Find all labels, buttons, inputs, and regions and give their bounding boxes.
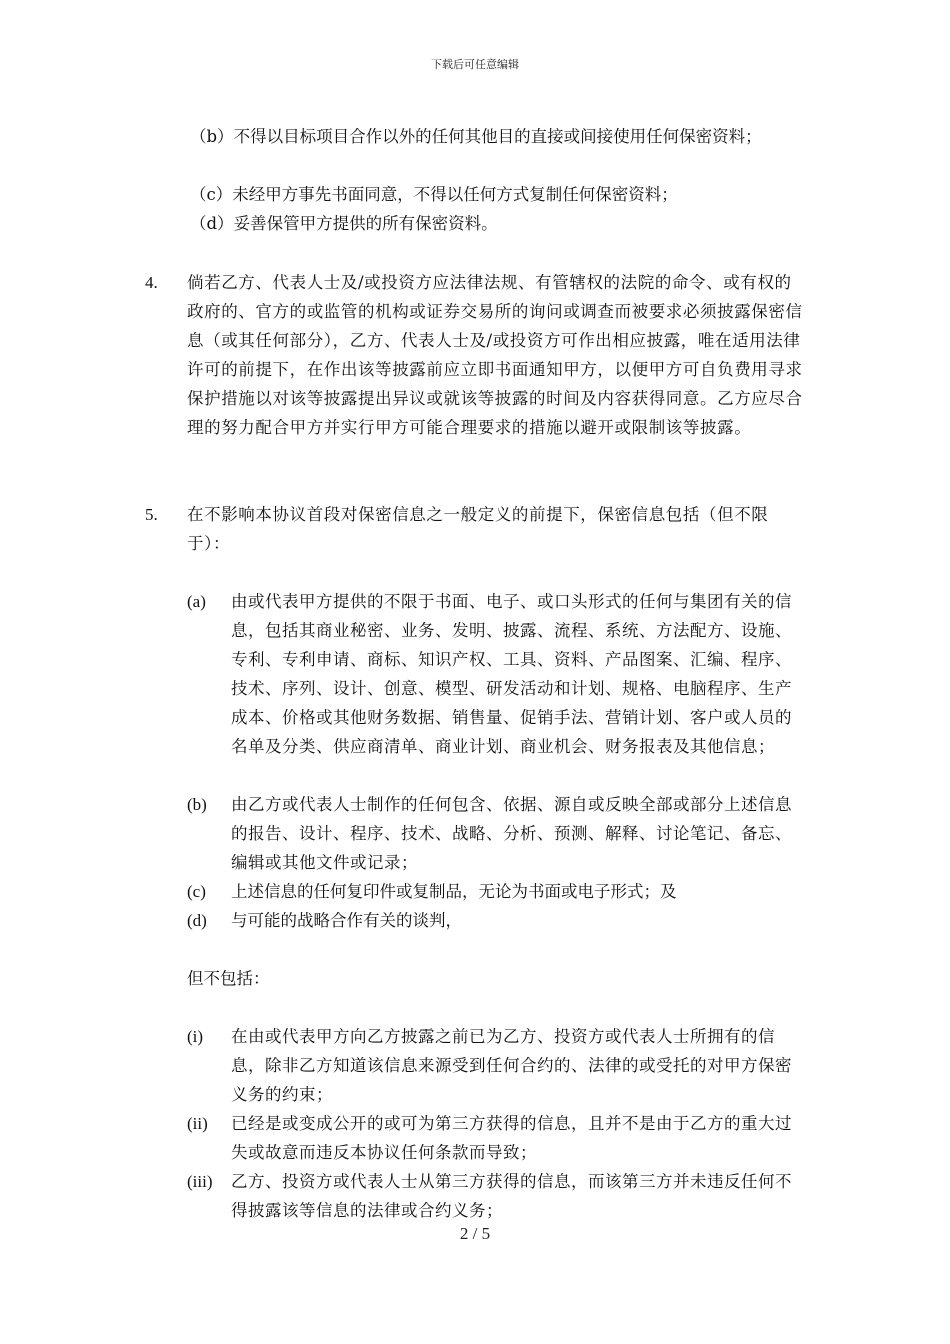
exclusion-item-i [187, 1022, 807, 1109]
item-text: 不得以目标项目合作以外的任何其他目的直接或间接使用任何保密资料； [233, 127, 762, 146]
item-label: （d） [190, 214, 234, 233]
item-label: (d) [187, 911, 207, 930]
info-item-d [187, 906, 807, 935]
item-text: 与可能的战略合作有关的谈判， [231, 911, 462, 930]
item-text: 由乙方或代表人士制作的任何包含、依据、源自或反映全部或部分上述信息的报告、设计、程序、技术、战略、分析、预测、解释、讨论笔记、备忘、编辑或其他文件或记录； [231, 795, 792, 872]
page-header: 下载后可任意编辑 [431, 58, 519, 71]
item-label: (b) [187, 795, 207, 814]
item-label: (ii) [187, 1114, 208, 1133]
info-item-c [187, 877, 807, 906]
page-number: 2 / 5 [459, 1224, 491, 1243]
list-item-c [190, 180, 808, 209]
clause-5-number: 5. [145, 505, 158, 524]
item-text: 未经甲方事先书面同意，不得以任何方式复制任何保密资料； [232, 185, 678, 204]
clause-4-text: 倘若乙方、代表人士及/或投资方应法律法规、有管辖权的法院的命令、或有权的政府的、官方的或监管的机构或证券交易所的询问或调查而被要求必须披露保密信息（或其任何部分），乙方、代表人士及/或投资方可作出相应披露，唯在适用法律许可的前提下，在作出该等披露前应立即书面通知甲方，以便甲方可自负费用寻求保护措施以对该等披露提出异议或就该等披露的时间及内容获得同意。乙方应尽合理的努力配合甲方并实行甲方可能合理要求的措施以避开或限制该等披露。 [187, 273, 803, 437]
item-label: (c) [187, 882, 206, 901]
item-label: （c） [190, 185, 233, 204]
list-item-d [190, 209, 808, 238]
item-text: 妥善保管甲方提供的所有保密资料。 [233, 214, 498, 233]
item-text: 上述信息的任何复印件或复制品，无论为书面或电子形式；及 [231, 882, 677, 901]
clause-4-number: 4. [145, 273, 158, 292]
info-item-a [187, 587, 807, 761]
item-label: （b） [190, 127, 234, 146]
item-text: 在由或代表甲方向乙方披露之前已为乙方、投资方或代表人士所拥有的信息，除非乙方知道该信息来源受到任何合约的、法律的或受托的对甲方保密义务的约束； [231, 1027, 792, 1104]
exclusion-item-iii [187, 1167, 807, 1225]
item-text: 乙方、投资方或代表人士从第三方获得的信息，而该第三方并未违反任何不得披露该等信息的法律或合约义务； [231, 1172, 792, 1220]
clause-5-text: 在不影响本协议首段对保密信息之一般定义的前提下，保密信息包括（但不限于）： [187, 505, 769, 553]
item-text: 已经是或变成公开的或可为第三方获得的信息，且并不是由于乙方的重大过失或故意而违反本协议任何条款而导致； [231, 1114, 792, 1162]
list-item-b [190, 122, 808, 151]
info-item-b [187, 790, 807, 877]
item-text: 由或代表甲方提供的不限于书面、电子、或口头形式的任何与集团有关的信息，包括其商业秘密、业务、发明、披露、流程、系统、方法配方、设施、专利、专利申请、商标、知识产权、工具、资料、产品图案、汇编、程序、技术、序列、设计、创意、模型、研发活动和计划、规格、电脑程序、生产成本、价格或其他财务数据、销售量、促销手法、营销计划、客户或人员的名单及分类、供应商清单、商业计划、商业机会、财务报表及其他信息； [231, 592, 792, 756]
item-label: (a) [187, 592, 206, 611]
exclusion-item-ii [187, 1109, 807, 1167]
exclusion-heading: 但不包括： [187, 969, 270, 988]
item-label: (i) [187, 1027, 204, 1046]
item-label: (iii) [187, 1172, 213, 1191]
